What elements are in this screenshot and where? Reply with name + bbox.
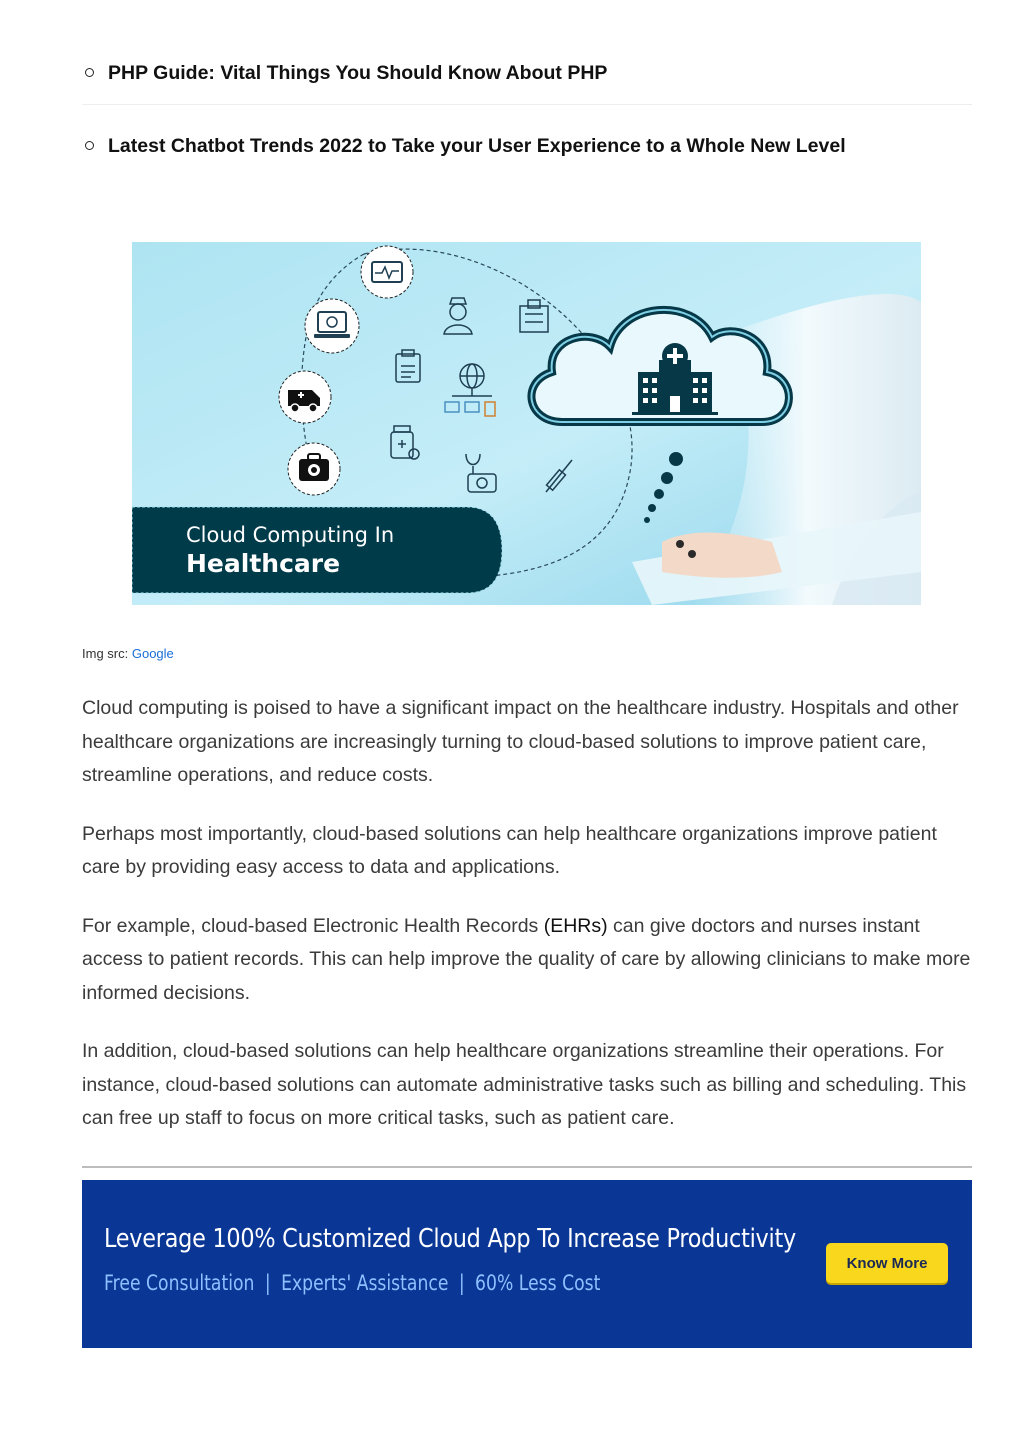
article-body xyxy=(82,692,972,1161)
paragraph-text: can give doctors and nurses instant access to patient records. This can help improve the quality of care by allowing clinicians to make more informed decisions. xyxy=(82,914,971,1004)
related-post-item xyxy=(82,125,972,167)
banner-separator: | xyxy=(458,1271,465,1295)
related-post-link-php[interactable]: PHP Guide: Vital Things You Should Know About PHP xyxy=(108,62,608,84)
article-paragraph-4: In addition, cloud-based solutions can help healthcare organizations streamline their operations. For instance, cloud-based solutions can automate administrative tasks such as billing and scheduling. This can free up staff to focus on more critical tasks, such as patient care. xyxy=(82,1040,967,1129)
promo-banner[interactable] xyxy=(82,1180,972,1348)
circle-bullet-icon xyxy=(85,141,94,150)
paragraph-text: For example, cloud-based Electronic Health Records xyxy=(82,914,544,937)
image-source-link[interactable]: Google xyxy=(131,646,174,661)
banner-sub-consultation: Free Consultation xyxy=(104,1271,255,1295)
know-more-button[interactable]: Know More xyxy=(826,1243,948,1283)
hero-title-line1: Cloud Computing In xyxy=(186,523,395,547)
ehr-term: (EHRs) xyxy=(543,914,608,937)
hero-title-line2: Healthcare xyxy=(186,549,341,578)
related-post-link-chatbot[interactable]: Latest Chatbot Trends 2022 to Take your User Experience to a Whole New Level xyxy=(108,135,846,157)
banner-separator: | xyxy=(264,1271,271,1295)
image-source-label: Img src: xyxy=(82,646,129,661)
doctor-laptop-icon xyxy=(305,299,359,353)
medical-bag-icon xyxy=(288,443,340,495)
circle-bullet-icon xyxy=(85,68,94,77)
banner-sub-assistance: Experts' Assistance xyxy=(281,1271,449,1295)
section-divider xyxy=(82,1166,972,1168)
article-paragraph-2: Perhaps most importantly, cloud-based solutions can help healthcare organizations improve patient care by providing easy access to data and applications. xyxy=(82,822,937,878)
hero-image-cloud-healthcare xyxy=(132,242,921,605)
banner-title: Leverage 100% Customized Cloud App To Increase Productivity xyxy=(104,1224,796,1254)
article-paragraph-3 xyxy=(82,910,972,1011)
banner-sub-cost: 60% Less Cost xyxy=(475,1271,601,1295)
article-paragraph-1: Cloud computing is poised to have a significant impact on the healthcare industry. Hospitals and other healthcare organizations are increasingly turning to cloud-based solutions to improve patient care, streamline operations, and reduce costs. xyxy=(82,697,959,786)
monitor-icon xyxy=(361,246,413,298)
related-post-item xyxy=(82,52,972,105)
ambulance-icon xyxy=(279,371,331,423)
image-source-caption xyxy=(82,646,174,661)
banner-subtitle xyxy=(104,1271,600,1295)
related-posts-list xyxy=(82,52,972,167)
